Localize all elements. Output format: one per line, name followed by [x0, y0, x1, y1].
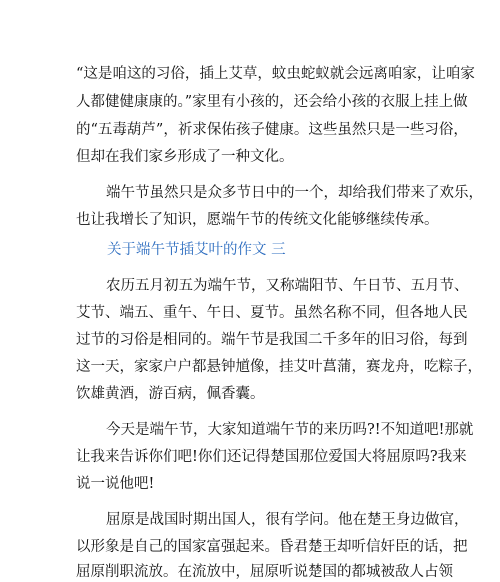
text-line: 也让我增长了知识，愿端午节的传统文化能够继续传承。 [76, 212, 439, 228]
text-line: 今天是端午节，大家知道端午节的来历吗?!不知道吧!那就 [106, 422, 474, 438]
text-line: “这是咱这的习俗，插上艾草，蚊虫蛇蚁就会远离咱家，让咱家 [76, 66, 475, 82]
text-line: 的“五毒葫芦”，祈求保佑孩子健康。这些虽然只是一些习俗， [76, 122, 468, 138]
text-line: 端午节虽然只是众多节日中的一个，却给我们带来了欢乐， [106, 185, 483, 201]
text-line: 但却在我们家乡形成了一种文化。 [76, 149, 294, 165]
text-line: 让我来告诉你们吧!你们还记得楚国那位爱国大将屈原吗?我来 [76, 449, 467, 465]
text-line: 人都健健康康的。”家里有小孩的，还会给小孩的衣服上挂上做 [76, 94, 468, 110]
text-line: 饮雄黄酒，游百病，佩香囊。 [76, 386, 265, 402]
text-line: 说一说他吧! [76, 476, 155, 492]
text-line: 艾节、端五、重午、午日、夏节。虽然名称不同，但各地人民 [76, 305, 468, 321]
text-line: 以形象是自己的国家富强起来。昏君楚王却听信奸臣的话，把 [76, 539, 468, 555]
text-line: 这一天，家家户户都悬钟馗像，挂艾叶菖蒲，赛龙舟，吃粽子， [76, 359, 482, 375]
text-line: 农历五月初五为端午节，又称端阳节、午日节、五月节、 [106, 278, 469, 294]
text-line: 屈原削职流放。在流放中，屈原听说楚国的都城被敌人占领 [76, 564, 453, 580]
text-line: 屈原是战国时期出国人，很有学问。他在楚王身边做官， [106, 512, 469, 528]
section-heading: 关于端午节插艾叶的作文 三 [107, 242, 286, 258]
text-line: 过节的习俗是相同的。端午节是我国二千多年的旧习俗，每到 [76, 332, 468, 348]
